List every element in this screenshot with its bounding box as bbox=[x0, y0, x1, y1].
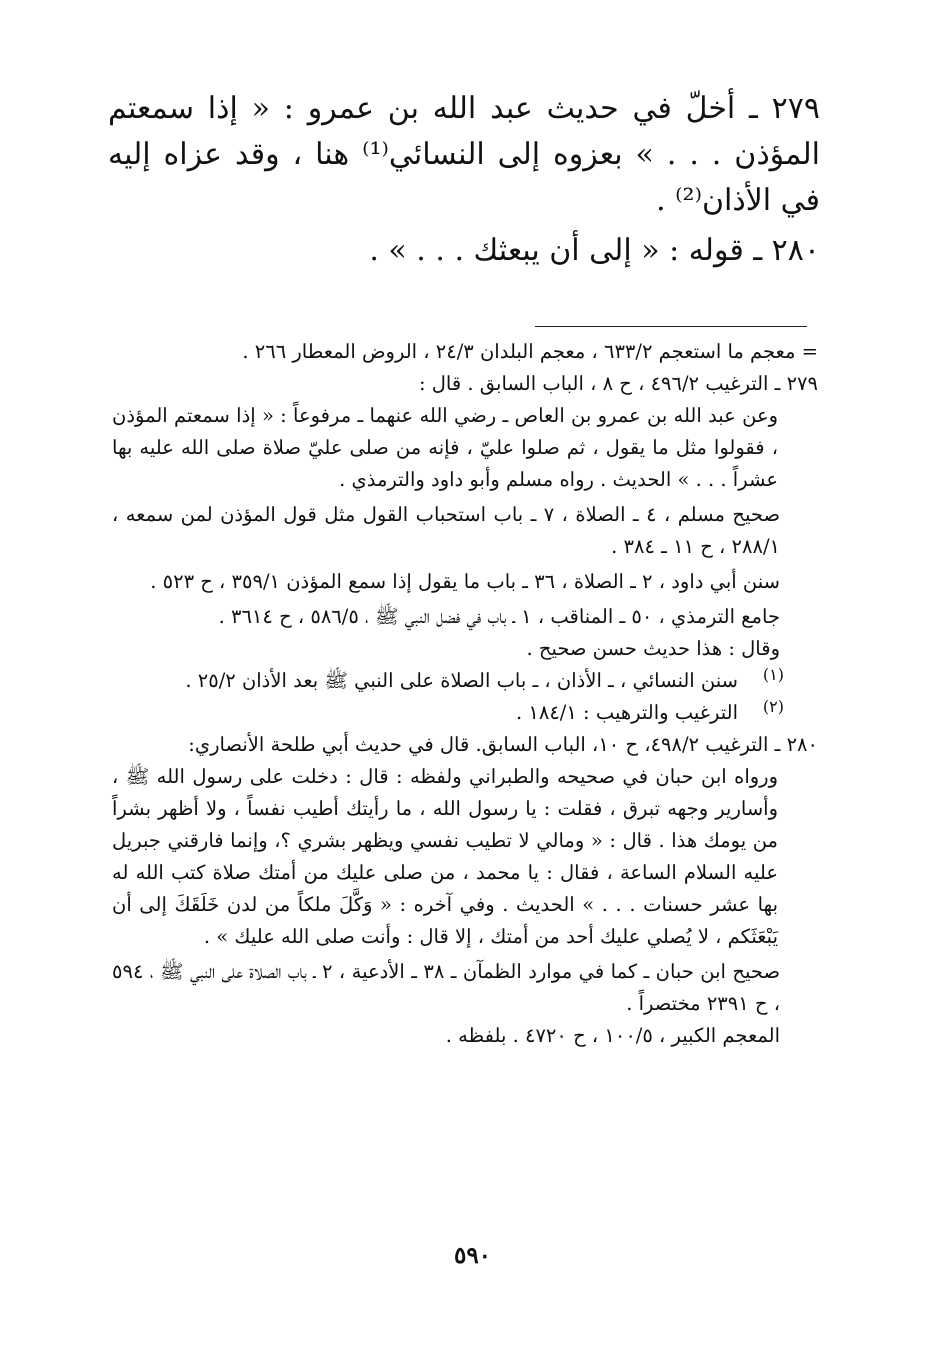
footnote-2-text: الترغيب والترهيب : ١٨٤/١ . bbox=[515, 701, 738, 724]
paragraph-279: ٢٧٩ ـ أخلّ في حديث عبد الله بن عمرو : « إذا سمعتم المؤذن . . . » بعزوه إلى النسائي⁽¹⁾ هنا ، وقد عزاه إليه في الأذان⁽²⁾ . bbox=[108, 91, 820, 218]
note-279-head: ٢٧٩ ـ الترغيب ٤٩٦/٢ ، ح ٨ ، الباب السابق . قال : bbox=[418, 372, 818, 395]
footnotes bbox=[112, 336, 818, 1052]
footnote-separator bbox=[535, 326, 807, 327]
note-280-head: ٢٨٠ ـ الترغيب ٤٩٨/٢، ح ١٠، الباب السابق. قال في حديث أبي طلحة الأنصاري: bbox=[188, 733, 818, 756]
paragraph-280: ٢٨٠ ـ قوله : « إلى أن يبعثك . . . » . bbox=[369, 233, 820, 268]
note-280-quote: ورواه ابن حبان في صحيحه والطبراني ولفظه : قال : دخلت على رسول الله ﷺ ، وأسارير وجهه تبرق ، فقلت : يا رسول الله ، ما رأيتك أطيب نفساً ، ولا أظهر بشراً من يومك هذا . قال : « ومالي لا تطيب نفسي ويظهر بشري ؟، وإنما فارقني جبريل عليه السلام الساعة ، فقال : يا محمد ، من صلى عليك من أمتك صلاة كتب الله له بها عشر حسنات . . . » الحديث . وفي آخره : « وَكَّلَ ملكاً من لدن خَلَقَكَ إلى أن يَبْعَثَكم ، لا يُصلي عليك أحد من أمتك ، إلا قال : وأنت صلى الله عليك » . bbox=[112, 765, 778, 948]
footnote-1-text: سنن النسائي ، ـ الأذان ، ـ باب الصلاة على النبي ﷺ بعد الأذان ٢٥/٢ . bbox=[185, 669, 738, 692]
main-text bbox=[108, 86, 820, 274]
footnote-2-marker: (٢) bbox=[762, 697, 784, 716]
note-280-tabarani: المعجم الكبير ، ١٠٠/٥ ، ح ٤٧٢٠ . بلفظه . bbox=[445, 1024, 780, 1047]
page-number: ٥٩٠ bbox=[453, 1242, 492, 1269]
footnote-1-marker: (١) bbox=[762, 665, 784, 684]
note-279-quote: وعن عبد الله بن عمرو بن العاص ـ رضي الله عنهما ـ مرفوعاً : « إذا سمعتم المؤذن ، فقولوا مثل ما يقول ، ثم صلوا عليّ ، فإنه من صلى عليّ صلاة صلى الله عليه بها عشراً . . . » الحديث . رواه مسلم وأبو داود والترمذي . bbox=[112, 404, 778, 491]
footnote-2 bbox=[112, 697, 784, 729]
footnote-1 bbox=[112, 665, 784, 697]
note-279-said: وقال : هذا حديث حسن صحيح . bbox=[526, 637, 780, 660]
note-279-abudawud: سنن أبي داود ، ٢ ـ الصلاة ، ٣٦ ـ باب ما يقول إذا سمع المؤذن ٣٥٩/١ ، ح ٥٢٣ . bbox=[150, 570, 780, 593]
note-280-ibnhibban: صحيح ابن حبان ـ كما في موارد الظمآن ـ ٣٨ ـ الأدعية ، ٢ ـ باب الصلاة على النبي ﷺ ، ٥٩٤ ، ح ٢٣٩١ مختصراً . bbox=[112, 960, 781, 1015]
note-279-tirmidhi: جامع الترمذي ، ٥٠ ـ المناقب ، ١ ـ باب في فضل النبي ﷺ ، ٥٨٦/٥ ، ح ٣٦١٤ . bbox=[218, 605, 780, 628]
note-279-muslim: صحيح مسلم ، ٤ ـ الصلاة ، ٧ ـ باب استحباب القول مثل قول المؤذن لمن سمعه ، ٢٨٨/١ ، ح ١١ ـ ٣٨٤ . bbox=[112, 503, 781, 558]
note-carryover: = معجم ما استعجم ٦٣٣/٢ ، معجم البلدان ٢٤/٣ ، الروض المعطار ٢٦٦ . bbox=[242, 340, 818, 363]
